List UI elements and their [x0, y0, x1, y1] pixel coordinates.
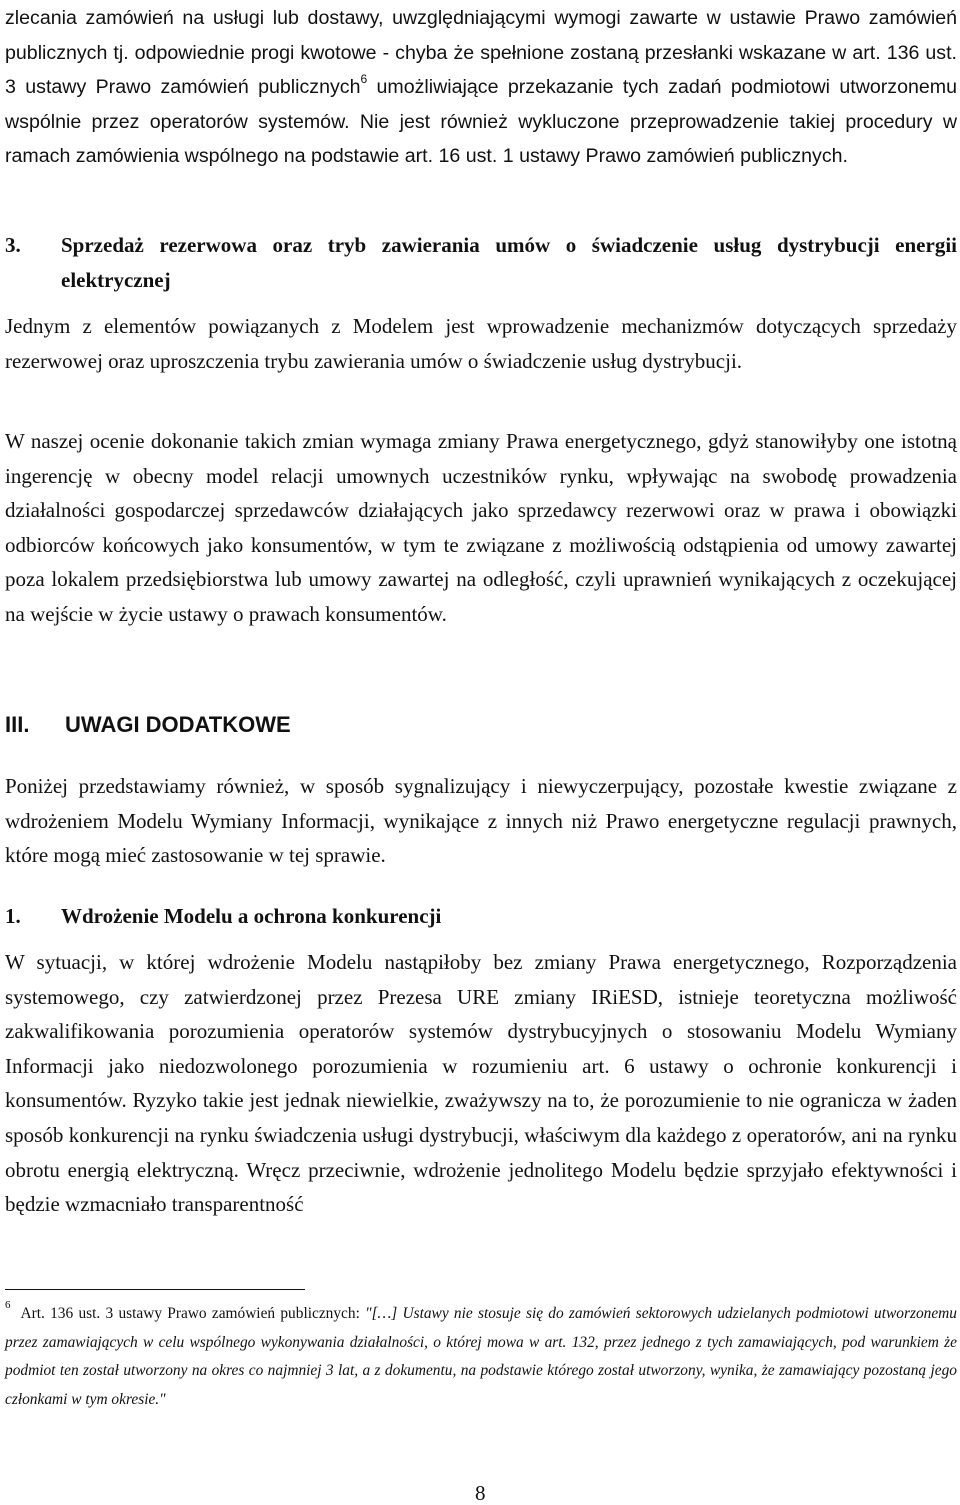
footnote-reference[interactable]: 6	[360, 72, 368, 87]
intro-text-part2: umożliwiające przekazanie tych zadań podmiotowi utworzonemu wspólnie przez operatorów systemów. Nie jest również wykluczone przeprowadzenie takiej procedury w ramach zamówienia wspólnego na podstawie art. 16 ust. 1 ustawy Prawo zamówień publicznych.	[5, 76, 958, 167]
intro-text-part1: zlecania zamówień na usługi lub dostawy, uwzględniającymi wymogi zawarte w ustawie Prawo zamówień publicznych tj. odpowiednie progi kwotowe - chyba że spełnione zostaną przesłanki wskazane w art. 136 ust. 3 ustawy Prawo zamówień publicznych	[5, 7, 957, 98]
section-3-title: Sprzedaż rezerwowa oraz tryb zawierania umów o świadczenie usług dystrybucji energii elektrycznej	[61, 233, 957, 292]
footnote-quote: "[…] Ustawy nie stosuje się do zamówień sektorowych udzielanych podmiotowi utworzonemu przez zamawiających w celu wspólnego wykonywania działalności, o której mowa w art. 132, przez jednego z tych zamawiających, pod warunkiem że podmiot ten został utworzony na okres co najmniej 3 lat, a z dokumentu, na podstawie którego został utworzony, wynika, że zamawiający pozostaną jego członkami w tym okresie."	[5, 1305, 957, 1408]
intro-paragraph	[5, 1, 957, 174]
section-III-paragraph: Poniżej przedstawiamy również, w sposób sygnalizujący i niewyczerpujący, pozostałe kwestie związane z wdrożeniem Modelu Wymiany Informacji, wynikające z innych niż Prawo energetyczne regulacji prawnych, które mogą mieć zastosowanie w tej sprawie.	[5, 774, 957, 868]
section-1-number: 1.	[5, 904, 21, 928]
section-III-title: UWAGI DODATKOWE	[65, 712, 291, 737]
footnote	[5, 1300, 957, 1414]
footnote-lead: Art. 136 ust. 3 ustawy Prawo zamówień publicznych:	[20, 1305, 366, 1322]
footnote-separator	[5, 1289, 305, 1290]
footnote-mark: 6	[5, 1298, 11, 1311]
section-3-heading	[5, 228, 957, 298]
section-1-paragraph: W sytuacji, w której wdrożenie Modelu nastąpiłoby bez zmiany Prawa energetycznego, Rozporządzenia systemowego, czy zatwierdzonej przez Prezesa URE zmiany IRiESD, istnieje teoretyczna możliwość zakwalifikowania porozumienia operatorów systemów dystrybucyjnych o stosowaniu Modelu Wymiany Informacji jako niedozwolonego porozumienia w rozumieniu art. 6 ustawy o ochronie konkurencji i konsumentów. Ryzyko takie jest jednak niewielkie, zważywszy na to, że porozumienie to nie ogranicza w żaden sposób konkurencji na rynku świadczenia usługi dystrybucji, właściwym dla każdego z operatorów, ani na rynku obrotu energią elektryczną. Wręcz przeciwnie, wdrożenie jednolitego Modelu będzie sprzyjało efektywności i będzie wzmacniało transparentność	[5, 950, 957, 1217]
section-3-paragraph-2: W naszej ocenie dokonanie takich zmian wymaga zmiany Prawa energetycznego, gdyż stanowiłyby one istotną ingerencję w obecny model relacji umownych uczestników rynku, wpływając na swobodę prowadzenia działalności gospodarczej sprzedawców działających jako sprzedawcy rezerwowi oraz w prawa i obowiązki odbiorców końcowych jako konsumentów, w tym te związane z możliwością odstąpienia od umowy zawartej poza lokalem przedsiębiorstwa lub umowy zawartej na odległość, czyli uprawnień wynikających z oczekującej na wejście w życie ustawy o prawach konsumentów.	[5, 429, 957, 626]
section-III-number: III.	[5, 712, 30, 737]
section-1-title: Wdrożenie Modelu a ochrona konkurencji	[61, 904, 442, 928]
section-3-number: 3.	[5, 233, 21, 257]
page-number: 8	[475, 1481, 486, 1505]
section-3-paragraph-1: Jednym z elementów powiązanych z Modelem jest wprowadzenie mechanizmów dotyczących sprzedaży rezerwowej oraz uproszczenia trybu zawierania umów o świadczenie usług dystrybucji.	[5, 314, 957, 373]
